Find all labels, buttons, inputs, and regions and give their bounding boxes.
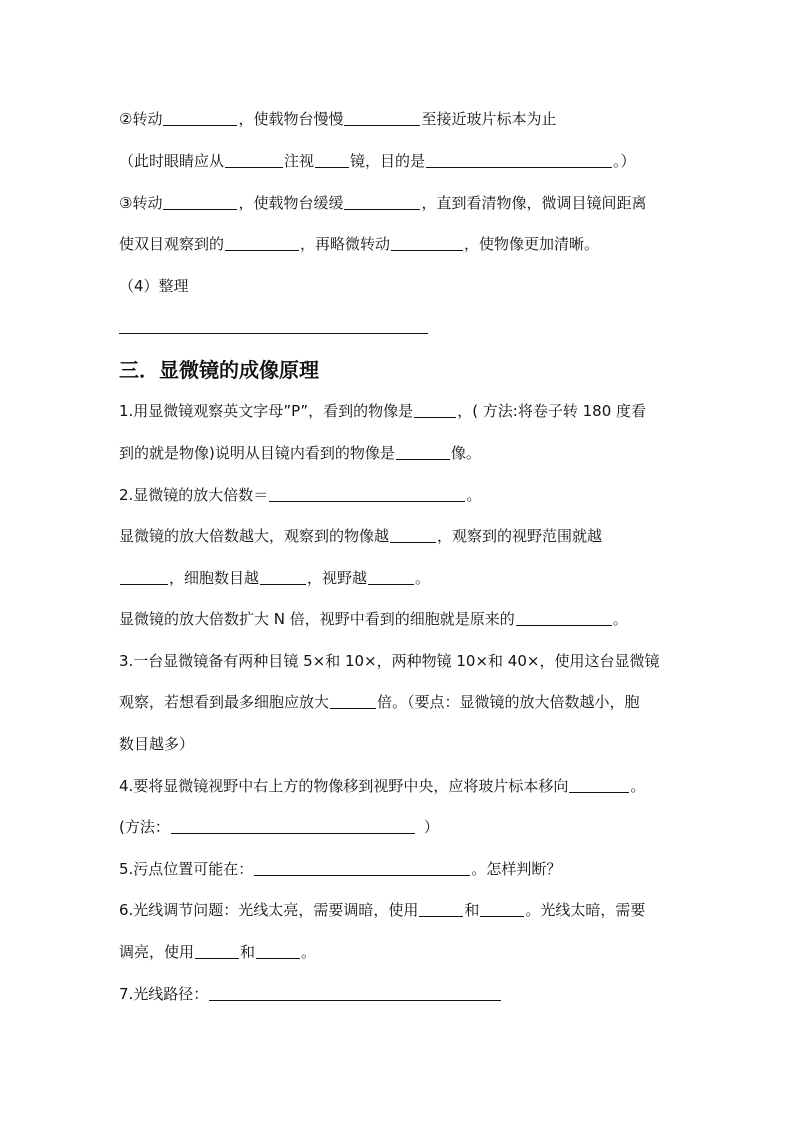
q4-line1: [119, 776, 679, 796]
q4-line2: [119, 817, 679, 837]
blank-q2-n-fraction[interactable]: [516, 611, 612, 626]
q5-text-a: 5.污点位置可能在：: [119, 860, 254, 878]
blank-q3-magnification[interactable]: [330, 694, 376, 709]
blank-step4-answer[interactable]: [119, 333, 428, 334]
q6-line2: [119, 942, 679, 962]
q4-text-c: (方法：: [119, 818, 170, 836]
q2-n-text-a: 显微镜的放大倍数扩大 N 倍，视野中看到的细胞就是原来的: [119, 610, 515, 628]
step4-text: （4）整理: [119, 277, 189, 295]
q1-line1: [119, 401, 679, 421]
step3-cont-text-b: ，再略微转动: [300, 235, 391, 253]
q6-text-c: 。光线太暗，需要: [525, 901, 646, 919]
q3-text-c: 倍。（要点：显微镜的放大倍数越小，胞: [377, 693, 640, 711]
q3-text-d: 数目越多）: [119, 735, 195, 753]
blank-step3-direction[interactable]: [344, 195, 420, 210]
step2-text-c: 至接近玻片标本为止: [421, 110, 557, 128]
q2-more-line2: [119, 568, 679, 588]
blank-q2-magnification[interactable]: [269, 487, 465, 502]
q3-line1: [119, 651, 679, 671]
note-line: [119, 151, 679, 171]
q6-text-f: 。: [301, 943, 317, 961]
blank-step2-knob[interactable]: [163, 111, 237, 126]
blank-q6-bright-2[interactable]: [256, 944, 300, 959]
blank-note-side[interactable]: [225, 153, 283, 168]
blank-q2-field-range[interactable]: [120, 570, 168, 585]
step2-text-b: ，使载物台慢慢: [238, 110, 344, 128]
q2-more-line1: [119, 526, 679, 546]
q2-text-a: 2.显微镜的放大倍数＝: [119, 486, 269, 504]
note-text-b: 注视: [284, 152, 315, 170]
q5-line: [119, 859, 679, 879]
q2-n-line: [119, 609, 679, 629]
blank-step3-knob[interactable]: [163, 195, 237, 210]
section-three-heading: 三．显微镜的成像原理: [119, 358, 319, 382]
step3-cont-text-a: 使双目观察到的: [119, 235, 225, 253]
q3-text-b: 观察，若想看到最多细胞应放大: [119, 693, 330, 711]
q2-more-text-d: ，视野越: [307, 569, 368, 587]
q1-text-b: ，( 方法:将卷子转 180 度看: [457, 402, 647, 420]
q2-text-b: 。: [466, 486, 482, 504]
q4-text-a: 4.要将显微镜视野中右上方的物像移到视野中央，应将玻片标本移向: [119, 777, 569, 795]
step3-cont-text-c: ，使物像更加清晰。: [464, 235, 600, 253]
q2-more-text-e: 。: [415, 569, 431, 587]
step3-text-b: ，使载物台缓缓: [238, 194, 344, 212]
q2-line: [119, 485, 679, 505]
q3-line3: [119, 734, 679, 754]
q2-more-text-a: 显微镜的放大倍数越大，观察到的物像越: [119, 527, 390, 545]
q6-text-e: 和: [240, 943, 256, 961]
blank-q7-light-path[interactable]: [209, 986, 501, 1001]
q2-n-text-b: 。: [612, 610, 628, 628]
blank-step3-view[interactable]: [225, 236, 299, 251]
q7-line: [119, 984, 679, 1004]
step3-text-a: ③转动: [119, 194, 163, 212]
blank-q4-method[interactable]: [171, 819, 415, 834]
step3-cont-line: [119, 234, 679, 254]
blank-q6-dim-1[interactable]: [419, 902, 463, 917]
blank-q6-bright-1[interactable]: [195, 944, 239, 959]
blank-note-lens[interactable]: [315, 153, 349, 168]
q1-line2: [119, 443, 679, 463]
q6-text-a: 6.光线调节问题：光线太亮，需要调暗，使用: [119, 901, 419, 919]
note-text-a: （此时眼睛应从: [119, 152, 225, 170]
blank-q6-dim-2[interactable]: [480, 902, 524, 917]
q4-text-d: ）: [423, 818, 439, 836]
blank-q2-cell-count[interactable]: [260, 570, 306, 585]
blank-step2-direction[interactable]: [344, 111, 420, 126]
q2-more-text-b: ，观察到的视野范围就越: [437, 527, 603, 545]
step3-text-c: ，直到看清物像，微调目镜间距离: [421, 194, 647, 212]
q1-text-a: 1.用显微镜观察英文字母”P”，看到的物像是: [119, 402, 414, 420]
note-text-d: 。）: [613, 152, 636, 170]
q1-text-d: 像。: [450, 444, 481, 462]
q5-text-b: 。怎样判断？: [471, 860, 562, 878]
blank-q2-image-size[interactable]: [390, 528, 436, 543]
blank-q4-direction[interactable]: [569, 778, 629, 793]
blank-note-purpose[interactable]: [426, 153, 612, 168]
note-text-c: 镜，目的是: [350, 152, 426, 170]
blank-q1-image-type[interactable]: [396, 445, 450, 460]
q3-text-a: 3.一台显微镜备有两种目镜 5×和 10×，两种物镜 10×和 40×，使用这台显微镜: [119, 652, 660, 670]
blank-q2-brightness[interactable]: [368, 570, 414, 585]
q6-text-b: 和: [464, 901, 480, 919]
step2-text-a: ②转动: [119, 110, 163, 128]
q7-text-a: 7.光线路径：: [119, 985, 209, 1003]
step3-line: [119, 193, 679, 213]
blank-q5-spot-location[interactable]: [254, 861, 470, 876]
blank-q1-image[interactable]: [414, 403, 456, 418]
q1-text-c: 到的就是物像)说明从目镜内看到的物像是: [119, 444, 395, 462]
step4-line: [119, 276, 679, 296]
q6-line1: [119, 900, 679, 920]
q4-text-b: 。: [630, 777, 646, 795]
q6-text-d: 调亮，使用: [119, 943, 195, 961]
q2-more-text-c: ，细胞数目越: [169, 569, 260, 587]
q3-line2: [119, 692, 679, 712]
step2-line: [119, 109, 679, 129]
blank-step3-fine-knob[interactable]: [391, 236, 463, 251]
